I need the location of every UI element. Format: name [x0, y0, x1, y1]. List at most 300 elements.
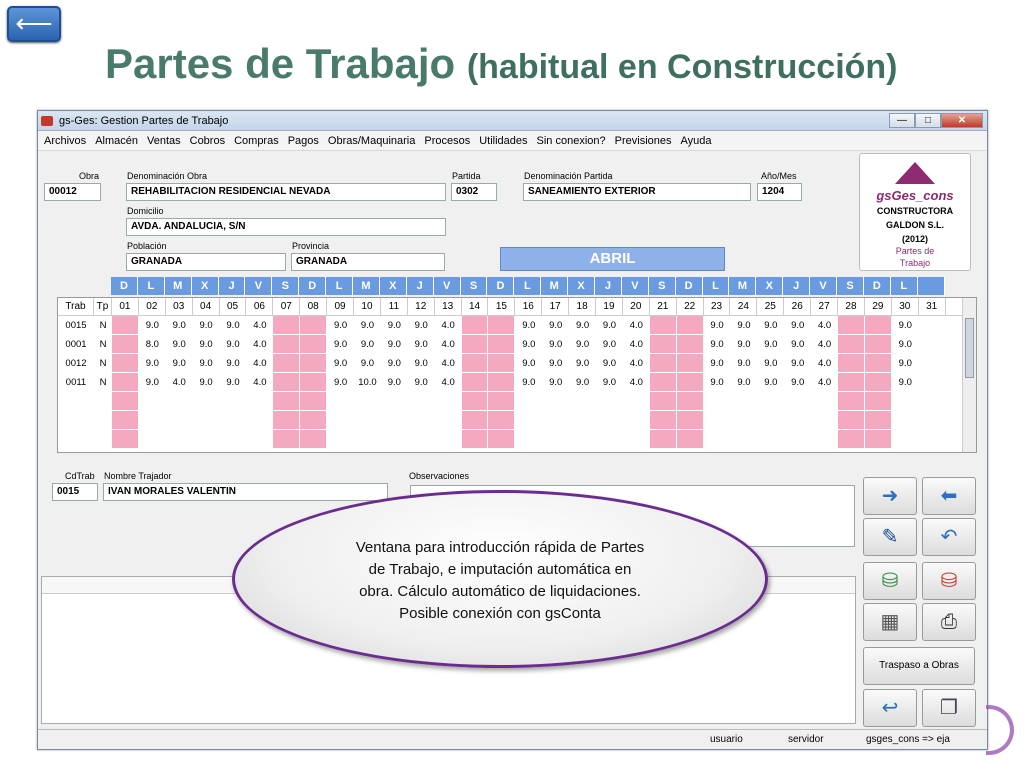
slide-title-main: Partes de Trabajo — [105, 40, 456, 87]
hours-cell[interactable] — [892, 411, 919, 430]
hours-cell[interactable]: 9.0 — [764, 320, 778, 331]
hours-cell[interactable] — [784, 430, 811, 449]
hours-cell[interactable] — [919, 335, 946, 354]
trab-cell[interactable] — [58, 430, 94, 449]
hours-cell[interactable] — [865, 354, 892, 373]
hours-cell[interactable] — [650, 411, 677, 430]
hours-cell[interactable] — [784, 411, 811, 430]
hours-cell[interactable]: 9.0 — [226, 377, 240, 388]
menu-item-6[interactable]: Obras/Maquinaria — [327, 134, 416, 147]
return-button[interactable] — [863, 689, 917, 727]
callout-line-3: obra. Cálculo automático de liquidaciones. — [359, 583, 641, 600]
hours-cell[interactable] — [166, 392, 193, 411]
hours-cell[interactable]: 9.0 — [737, 320, 751, 331]
calculate-button[interactable] — [863, 603, 917, 641]
hours-cell[interactable] — [865, 392, 892, 411]
hours-cell[interactable] — [139, 392, 166, 411]
hours-cell[interactable]: 9.0 — [333, 377, 348, 388]
hours-cell[interactable]: 9.0 — [898, 377, 912, 388]
hours-cell[interactable] — [462, 430, 489, 449]
hours-cell[interactable]: 9.0 — [172, 320, 186, 331]
hours-cell[interactable]: 4.0 — [441, 377, 455, 388]
hours-cell[interactable] — [435, 430, 462, 449]
hours-cell[interactable]: 4.0 — [253, 358, 267, 369]
hours-cell[interactable]: 9.0 — [414, 358, 428, 369]
tp-cell[interactable]: N — [99, 377, 107, 388]
hours-cell[interactable] — [300, 411, 327, 430]
hours-cell[interactable] — [650, 373, 677, 392]
domicilio-field[interactable]: AVDA. ANDALUCIA, S/N — [126, 218, 446, 236]
hours-cell[interactable] — [462, 354, 489, 373]
hours-cell[interactable]: 9.0 — [898, 339, 912, 350]
hours-cell[interactable] — [220, 392, 247, 411]
hours-cell[interactable] — [811, 411, 838, 430]
weekday-15: L — [514, 277, 541, 295]
menu-item-0[interactable]: Archivos — [44, 134, 87, 147]
hours-cell[interactable] — [354, 411, 381, 430]
hours-cell[interactable] — [488, 354, 515, 373]
hours-cell[interactable] — [488, 335, 515, 354]
hours-cell[interactable] — [677, 430, 704, 449]
tp-cell[interactable] — [94, 392, 112, 411]
hours-cell[interactable] — [838, 354, 865, 373]
hours-cell[interactable]: 9.0 — [226, 320, 240, 331]
col-header-day: 11 — [381, 298, 408, 315]
hours-cell[interactable] — [462, 392, 489, 411]
grid-scrollbar[interactable] — [962, 298, 976, 452]
hours-cell[interactable]: 9.0 — [764, 377, 778, 388]
minimize-button[interactable]: — — [889, 113, 915, 128]
menu-item-8[interactable]: Utilidades — [479, 134, 528, 147]
hours-cell[interactable] — [677, 354, 704, 373]
hours-cell[interactable]: 4.0 — [253, 377, 267, 388]
hours-cell[interactable]: 4.0 — [817, 339, 832, 350]
hours-cell[interactable] — [811, 430, 838, 449]
hours-cell[interactable]: 9.0 — [414, 320, 428, 331]
hours-cell[interactable] — [919, 373, 946, 392]
hours-cell[interactable]: 9.0 — [549, 339, 563, 350]
hours-cell[interactable]: 4.0 — [629, 339, 643, 350]
hours-cell[interactable] — [623, 430, 650, 449]
hours-cell[interactable]: 9.0 — [710, 358, 724, 369]
hours-cell[interactable] — [139, 430, 166, 449]
col-header-trab: Trab — [58, 298, 94, 315]
hours-cell[interactable] — [381, 430, 408, 449]
hours-cell[interactable]: 9.0 — [737, 358, 751, 369]
hours-cell[interactable]: 9.0 — [360, 320, 375, 331]
table-row[interactable] — [58, 373, 976, 392]
hours-cell[interactable] — [300, 335, 327, 354]
menu-item-11[interactable]: Ayuda — [680, 134, 712, 147]
hours-cell[interactable] — [730, 430, 757, 449]
hours-cell[interactable] — [892, 392, 919, 411]
col-header-day: 09 — [327, 298, 354, 315]
hours-cell[interactable] — [300, 373, 327, 392]
hours-cell[interactable] — [730, 411, 757, 430]
hours-cell[interactable] — [596, 430, 623, 449]
back-button[interactable] — [7, 6, 61, 42]
hours-cell[interactable]: 9.0 — [387, 320, 401, 331]
decorative-swirl — [986, 705, 1014, 755]
denom-obra-field[interactable]: REHABILITACION RESIDENCIAL NEVADA — [126, 183, 446, 201]
hours-cell[interactable] — [650, 430, 677, 449]
hours-cell[interactable] — [892, 430, 919, 449]
next-button[interactable] — [863, 477, 917, 515]
hours-cell[interactable]: 9.0 — [602, 339, 617, 350]
undo-button[interactable] — [922, 518, 976, 556]
cdtrab-field[interactable]: 0015 — [52, 483, 98, 501]
close-button[interactable]: ✕ — [941, 113, 983, 128]
hours-cell[interactable]: 9.0 — [333, 339, 348, 350]
hours-cell[interactable]: 9.0 — [226, 339, 240, 350]
table-row[interactable] — [58, 430, 976, 449]
hours-cell[interactable]: 9.0 — [737, 339, 751, 350]
denom-obra-label: Denominación Obra — [127, 171, 208, 181]
hours-cell[interactable] — [650, 335, 677, 354]
trab-cell[interactable] — [58, 411, 94, 430]
window-titlebar[interactable] — [38, 111, 987, 131]
hours-cell[interactable] — [300, 392, 327, 411]
menu-item-2[interactable]: Ventas — [146, 134, 181, 147]
hours-cell[interactable] — [462, 316, 489, 335]
arrow-left-icon: ⟵ — [15, 8, 53, 38]
hours-cell[interactable]: 9.0 — [333, 358, 348, 369]
hours-cell[interactable] — [542, 392, 569, 411]
hours-cell[interactable] — [542, 411, 569, 430]
hours-cell[interactable] — [246, 392, 273, 411]
hours-cell[interactable] — [435, 411, 462, 430]
menu-item-7[interactable]: Procesos — [424, 134, 471, 147]
table-row[interactable] — [58, 411, 976, 430]
hours-cell[interactable]: 4.0 — [441, 320, 455, 331]
hours-cell[interactable]: 9.0 — [145, 358, 159, 369]
hours-cell[interactable] — [569, 411, 596, 430]
hours-cell[interactable]: 9.0 — [522, 358, 536, 369]
hours-cell[interactable] — [623, 411, 650, 430]
hours-cell[interactable] — [300, 316, 327, 335]
maximize-button[interactable]: □ — [915, 113, 941, 128]
hours-cell[interactable] — [865, 335, 892, 354]
hours-cell[interactable]: 9.0 — [199, 339, 213, 350]
hours-cell[interactable] — [112, 316, 139, 335]
hours-cell[interactable]: 9.0 — [791, 358, 805, 369]
hours-cell[interactable] — [488, 411, 515, 430]
hours-cell[interactable] — [569, 430, 596, 449]
hours-cell[interactable]: 9.0 — [387, 377, 401, 388]
hours-cell[interactable] — [354, 430, 381, 449]
hours-cell[interactable]: 9.0 — [602, 320, 617, 331]
hours-cell[interactable] — [488, 373, 515, 392]
hours-cell[interactable] — [488, 392, 515, 411]
nombre-field[interactable]: IVAN MORALES VALENTIN — [103, 483, 388, 501]
col-header-day: 30 — [892, 298, 919, 315]
hours-cell[interactable]: 9.0 — [791, 320, 805, 331]
tp-cell[interactable] — [94, 430, 112, 449]
hours-cell[interactable]: 4.0 — [629, 377, 643, 388]
hours-cell[interactable]: 9.0 — [387, 339, 401, 350]
hours-cell[interactable]: 8.0 — [145, 339, 159, 350]
hours-cell[interactable] — [542, 430, 569, 449]
anio-mes-field[interactable]: 1204 — [757, 183, 802, 201]
hours-cell[interactable]: 9.0 — [145, 377, 159, 388]
hours-cell[interactable]: 9.0 — [360, 358, 375, 369]
hours-cell[interactable] — [273, 411, 300, 430]
hours-cell[interactable]: 4.0 — [629, 320, 643, 331]
table-row[interactable] — [58, 354, 976, 373]
hours-cell[interactable]: 9.0 — [764, 339, 778, 350]
hours-cell[interactable] — [246, 411, 273, 430]
weekday-19: V — [622, 277, 649, 295]
hours-cell[interactable] — [569, 392, 596, 411]
hours-cell[interactable] — [677, 373, 704, 392]
screens-button[interactable] — [922, 689, 976, 727]
hours-cell[interactable] — [112, 430, 139, 449]
hours-cell[interactable] — [112, 373, 139, 392]
partida-field[interactable]: 0302 — [451, 183, 497, 201]
hours-cell[interactable]: 9.0 — [172, 358, 186, 369]
hours-cell[interactable] — [166, 411, 193, 430]
hours-cell[interactable] — [730, 392, 757, 411]
trab-cell[interactable]: 0012 — [65, 358, 87, 369]
hours-cell[interactable]: 9.0 — [387, 358, 401, 369]
hours-cell[interactable]: 9.0 — [199, 358, 213, 369]
hours-cell[interactable]: 9.0 — [522, 339, 536, 350]
hours-cell[interactable] — [704, 411, 731, 430]
hours-cell[interactable]: 9.0 — [710, 377, 724, 388]
provincia-field[interactable]: GRANADA — [291, 253, 445, 271]
hours-cell[interactable]: 9.0 — [791, 377, 805, 388]
hours-cell[interactable]: 9.0 — [549, 377, 563, 388]
hours-cell[interactable] — [193, 392, 220, 411]
hours-cell[interactable] — [757, 430, 784, 449]
database-add-icon: ⛁ — [881, 570, 899, 592]
hours-cell[interactable]: 9.0 — [791, 339, 805, 350]
hours-cell[interactable] — [865, 316, 892, 335]
hours-cell[interactable] — [488, 316, 515, 335]
hours-cell[interactable] — [515, 411, 542, 430]
hours-cell[interactable]: 4.0 — [253, 339, 267, 350]
hours-cell[interactable]: 4.0 — [817, 358, 832, 369]
hours-cell[interactable]: 9.0 — [199, 320, 213, 331]
hours-cell[interactable]: 9.0 — [199, 377, 213, 388]
edit-button[interactable] — [863, 518, 917, 556]
cdtrab-label: CdTrab — [65, 471, 95, 481]
window-title: gs-Ges: Gestion Partes de Trabajo — [59, 114, 229, 127]
hours-cell[interactable]: 9.0 — [549, 320, 563, 331]
hours-cell[interactable] — [193, 411, 220, 430]
hours-cell[interactable] — [462, 373, 489, 392]
hours-cell[interactable] — [919, 430, 946, 449]
hours-cell[interactable] — [327, 392, 354, 411]
hours-cell[interactable]: 9.0 — [764, 358, 778, 369]
tp-cell[interactable] — [94, 411, 112, 430]
hours-cell[interactable]: 9.0 — [333, 320, 348, 331]
hours-cell[interactable] — [112, 354, 139, 373]
menu-item-5[interactable]: Pagos — [287, 134, 319, 147]
hours-cell[interactable] — [300, 430, 327, 449]
hours-cell[interactable] — [381, 411, 408, 430]
hours-cell[interactable] — [704, 392, 731, 411]
hours-cell[interactable] — [273, 316, 300, 335]
trab-cell[interactable] — [58, 392, 94, 411]
hours-cell[interactable]: 9.0 — [414, 377, 428, 388]
hours-cell[interactable] — [757, 411, 784, 430]
hours-cell[interactable] — [677, 392, 704, 411]
hours-cell[interactable]: 9.0 — [575, 358, 590, 369]
menu-item-4[interactable]: Compras — [234, 134, 279, 147]
hours-cell[interactable] — [220, 430, 247, 449]
hours-cell[interactable]: 9.0 — [575, 339, 590, 350]
col-header-day: 01 — [112, 298, 139, 315]
hours-cell[interactable] — [650, 316, 677, 335]
col-header-day: 16 — [515, 298, 542, 315]
hours-cell[interactable] — [300, 354, 327, 373]
hours-cell[interactable]: 9.0 — [414, 339, 428, 350]
tp-cell[interactable]: N — [99, 320, 107, 331]
hours-cell[interactable]: 4.0 — [629, 358, 643, 369]
hours-cell[interactable] — [704, 430, 731, 449]
hours-cell[interactable] — [757, 392, 784, 411]
hours-cell[interactable] — [327, 430, 354, 449]
col-header-day: 04 — [193, 298, 220, 315]
hours-cell[interactable] — [596, 411, 623, 430]
menu-item-3[interactable]: Cobros — [189, 134, 226, 147]
hours-cell[interactable] — [784, 392, 811, 411]
hours-cell[interactable] — [838, 335, 865, 354]
hours-cell[interactable] — [488, 430, 515, 449]
hours-cell[interactable]: 9.0 — [710, 320, 724, 331]
hours-cell[interactable]: 9.0 — [602, 377, 617, 388]
hours-cell[interactable] — [462, 335, 489, 354]
hours-cell[interactable] — [139, 411, 166, 430]
menu-item-9[interactable]: Sin conexion? — [536, 134, 606, 147]
hours-cell[interactable] — [865, 430, 892, 449]
weekday-18: J — [595, 277, 622, 295]
hours-cell[interactable] — [112, 392, 139, 411]
hours-cell[interactable] — [408, 392, 435, 411]
table-row[interactable] — [58, 335, 976, 354]
hours-cell[interactable]: 4.0 — [441, 358, 455, 369]
hours-cell[interactable] — [650, 392, 677, 411]
hours-cell[interactable]: 9.0 — [898, 358, 912, 369]
hours-cell[interactable] — [838, 430, 865, 449]
status-user: usuario — [710, 734, 743, 745]
poblacion-field[interactable]: GRANADA — [126, 253, 286, 271]
table-row[interactable] — [58, 316, 976, 335]
hours-cell[interactable]: 9.0 — [226, 358, 240, 369]
hours-cell[interactable] — [677, 316, 704, 335]
hours-cell[interactable] — [273, 354, 300, 373]
hours-cell[interactable]: 9.0 — [522, 377, 536, 388]
hours-cell[interactable]: 9.0 — [172, 339, 186, 350]
hours-cell[interactable]: 4.0 — [253, 320, 267, 331]
hours-cell[interactable]: 4.0 — [172, 377, 186, 388]
hours-cell[interactable]: 10.0 — [358, 377, 377, 388]
hours-cell[interactable] — [273, 373, 300, 392]
hours-cell[interactable] — [811, 392, 838, 411]
hours-cell[interactable]: 9.0 — [360, 339, 375, 350]
hours-cell[interactable] — [677, 411, 704, 430]
hours-cell[interactable] — [408, 411, 435, 430]
hours-cell[interactable]: 9.0 — [522, 320, 536, 331]
hours-cell[interactable] — [327, 411, 354, 430]
hours-cell[interactable]: 4.0 — [817, 377, 832, 388]
table-row[interactable] — [58, 392, 976, 411]
hours-cell[interactable] — [354, 392, 381, 411]
hours-cell[interactable]: 4.0 — [817, 320, 832, 331]
col-header-day: 12 — [408, 298, 435, 315]
hours-cell[interactable] — [220, 411, 247, 430]
hours-cell[interactable] — [112, 335, 139, 354]
menu-item-10[interactable]: Previsiones — [614, 134, 672, 147]
delete-record-button[interactable] — [922, 562, 976, 600]
hours-cell[interactable]: 9.0 — [145, 320, 159, 331]
hours-cell[interactable] — [515, 430, 542, 449]
hours-cell[interactable] — [919, 392, 946, 411]
hours-cell[interactable]: 9.0 — [710, 339, 724, 350]
hours-cell[interactable] — [246, 430, 273, 449]
hours-cell[interactable] — [435, 392, 462, 411]
hours-cell[interactable] — [515, 392, 542, 411]
tp-cell[interactable]: N — [99, 358, 107, 369]
hours-cell[interactable] — [919, 316, 946, 335]
trab-cell[interactable]: 0011 — [65, 377, 87, 388]
col-header-day: 18 — [569, 298, 596, 315]
add-record-button[interactable] — [863, 562, 917, 600]
denom-partida-field[interactable]: SANEAMIENTO EXTERIOR — [523, 183, 751, 201]
hours-cell[interactable] — [112, 411, 139, 430]
hours-cell[interactable]: 9.0 — [549, 358, 563, 369]
hours-cell[interactable] — [650, 354, 677, 373]
trab-cell[interactable]: 0001 — [65, 339, 87, 350]
timesheet-grid[interactable] — [57, 297, 977, 453]
obra-field[interactable]: 00012 — [44, 183, 101, 201]
hours-cell[interactable] — [193, 430, 220, 449]
tp-cell[interactable]: N — [99, 339, 107, 350]
hours-cell[interactable] — [838, 373, 865, 392]
hours-cell[interactable] — [919, 411, 946, 430]
prev-button[interactable] — [922, 477, 976, 515]
print-button[interactable] — [922, 603, 976, 641]
hours-cell[interactable] — [273, 430, 300, 449]
hours-cell[interactable] — [677, 335, 704, 354]
hours-cell[interactable] — [462, 411, 489, 430]
hours-cell[interactable]: 9.0 — [575, 320, 590, 331]
hours-cell[interactable] — [596, 392, 623, 411]
hours-cell[interactable] — [273, 335, 300, 354]
hours-cell[interactable] — [838, 411, 865, 430]
hours-cell[interactable] — [865, 411, 892, 430]
hours-cell[interactable] — [381, 392, 408, 411]
scrollbar-thumb[interactable] — [965, 318, 974, 378]
hours-cell[interactable] — [865, 373, 892, 392]
traspaso-obras-button[interactable]: Traspaso a Obras — [863, 647, 975, 685]
hours-cell[interactable] — [408, 430, 435, 449]
hours-cell[interactable] — [273, 392, 300, 411]
hours-cell[interactable]: 9.0 — [575, 377, 590, 388]
trab-cell[interactable]: 0015 — [65, 320, 87, 331]
menu-item-1[interactable]: Almacén — [95, 134, 138, 147]
hours-cell[interactable]: 4.0 — [441, 339, 455, 350]
hours-cell[interactable] — [838, 392, 865, 411]
hours-cell[interactable] — [838, 316, 865, 335]
hours-cell[interactable] — [166, 430, 193, 449]
hours-cell[interactable]: 9.0 — [898, 320, 912, 331]
hours-cell[interactable]: 9.0 — [737, 377, 751, 388]
hours-cell[interactable] — [623, 392, 650, 411]
hours-cell[interactable] — [919, 354, 946, 373]
hours-cell[interactable]: 9.0 — [602, 358, 617, 369]
